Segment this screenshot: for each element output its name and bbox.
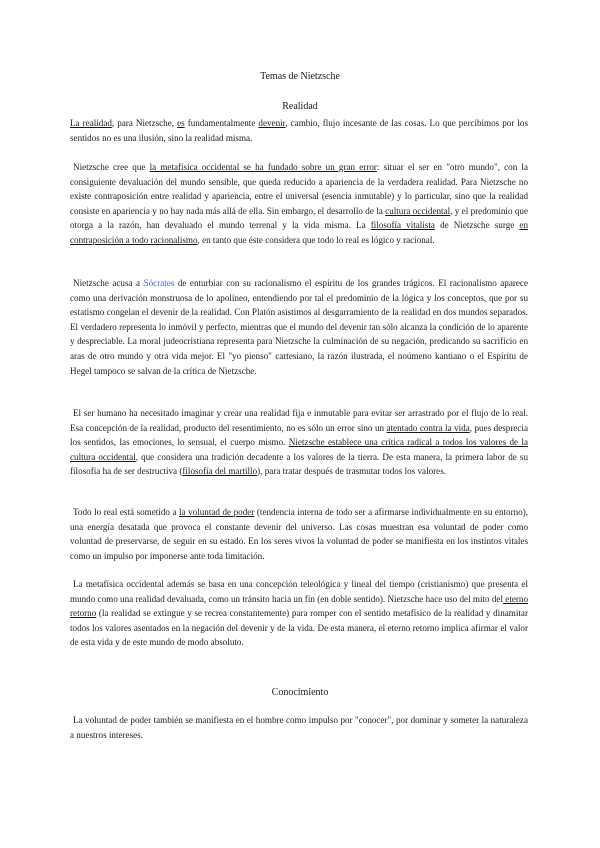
section-heading-realidad: Realidad xyxy=(282,101,318,112)
text-run: (tendencia interna de todo ser a afirmarse individualmente en su entorno), una energía desatada que provoca el constante devenir del universo. Las cosas muestran esa voluntad de poder como voluntad de preservarse, de seguir en su estado. En los seres vivos la voluntad de poder se manifiesta en los instintos vitales como un impulso por imponerse ante toda limitación. xyxy=(70,507,528,561)
inline-link[interactable]: Sócrates xyxy=(143,278,175,288)
text-run: Todo lo real está sometido a xyxy=(73,507,180,517)
paragraph xyxy=(70,713,528,742)
underlined-phrase: en contraposición a todo racionalismo xyxy=(70,220,528,245)
text-run: Nietzsche acusa a xyxy=(73,278,144,288)
text-run: fundamentalmente xyxy=(184,118,259,128)
text-run: ), para tratar después de trasmutar todos los valores. xyxy=(257,466,447,477)
text-run: , y el predominio que otorga a la razón, han devaluado el mundo terrenal y la vida misma. La xyxy=(70,205,528,231)
underlined-phrase: cultura occidental xyxy=(385,205,451,216)
underlined-phrase: la metafísica occidental se ha fundado sobre un gran error xyxy=(149,162,377,172)
underlined-phrase: es xyxy=(177,118,185,128)
text-run: Nietzsche cree que xyxy=(73,162,150,172)
text-run: , cambio, flujo incesante de las cosas. Lo que percibimos por los sentidos no es una ilusión, sino la realidad misma. xyxy=(70,118,529,143)
paragraph xyxy=(70,577,528,650)
paragraph xyxy=(70,505,528,563)
text-run: , para Nietzsche, xyxy=(111,118,178,128)
paragraph xyxy=(70,406,528,479)
underlined-phrase: la voluntad de poder xyxy=(179,507,255,517)
text-run: de Nietzsche surge xyxy=(434,220,520,231)
paragraph xyxy=(70,276,528,378)
text-run: La metafísica occidental además se basa en una concepción teleológica y lineal del tiempo (cristianismo) que presenta el mundo como una realidad devaluada, como un tránsito hacia un fin (en doble sentido). Nietzsche hace uso del mito del xyxy=(70,579,528,604)
text-run: (la realidad se extingue y se recrea constantemente) para romper con el sentido metafísico de la realidad y dinamitar todos los valores asentados en la negación del devenir y de la vida. De esta manera, el eterno retorno implica afirmar el valor de esta vida y de este mundo de modo absoluto. xyxy=(70,608,528,648)
underlined-phrase: devenir xyxy=(258,118,286,128)
text-run: , pues desprecia los sentidos, las emociones, lo sensual, el cuerpo mismo. xyxy=(70,422,528,448)
text-run: , en tanto que éste considera que todo lo real es lógico y racional. xyxy=(197,234,435,245)
text-run: : situar el ser en "otro mundo", con la consiguiente devaluación del mundo sensible, que queda reducido a apariencia de la verdadera realidad. Para Nietzsche no existe contraposición entre realidad y apariencia, entre el universal (esencia inmutable) y lo particular, sino que la realidad consiste en apariencia y no hay nada más allá de ella. Sin embargo, el desarrollo de la xyxy=(70,162,528,216)
text-run: de enturbiar con su racionalismo el espíritu de los grandes trágicos. El racionalismo aparece como una derivación monstruosa de lo apolíneo, entendiendo por tal el predominio de la lógica y los conceptos, que por su estatismo congelan el devenir de la realidad. Con Platón asistimos al desgarramiento de la realidad en dos mundos separados. El verdadero representa lo inmóvil y perfecto, mientras que el mundo del devenir tan sólo alcanza la condición de lo aparente y despreciable. La moral judeocristiana representa para Nietzsche la culminación de su negación, predicando su sacrificio en aras de otro mundo y otra vida mejor. El "yo pienso" cartesiano, la razón ilustrada, el noúmeno kantiano o el Espíritu de Hegel tampoco se salvan de la crítica de Nietzsche. xyxy=(70,278,529,376)
text-run: , que considera una tradición decadente a los valores de la tierra. De esta manera, la primera labor de su filosofía ha de ser destructiva ( xyxy=(70,451,529,477)
text-run: La voluntad de poder también se manifiesta en el hombre como impulso por "conocer", por dominar y someter la naturaleza a nuestros intereses. xyxy=(70,715,528,740)
underlined-phrase: filosofía del martillo xyxy=(182,466,258,477)
section-heading-conocimiento: Conocimiento xyxy=(271,687,329,698)
underlined-phrase: eterno retorno xyxy=(70,593,529,619)
text-run: El ser humano ha necesitado imaginar y crear una realidad fija e inmutable para evitar ser arrastrado por el flujo de lo real. Esa concepción de la realidad, producto del resentimiento, no es sólo un error sino un xyxy=(70,408,528,433)
paragraph xyxy=(70,160,528,248)
document-title: Temas de Nietzsche xyxy=(260,71,340,82)
underlined-phrase: La realidad xyxy=(70,118,112,128)
paragraph xyxy=(70,116,528,145)
underlined-phrase: atentado contra la vida xyxy=(386,422,470,433)
underlined-phrase: filosofía vitalista xyxy=(370,220,435,231)
underlined-phrase: Nietzsche establece una crítica radical a todos los valores de la cultura occidental xyxy=(70,437,529,462)
